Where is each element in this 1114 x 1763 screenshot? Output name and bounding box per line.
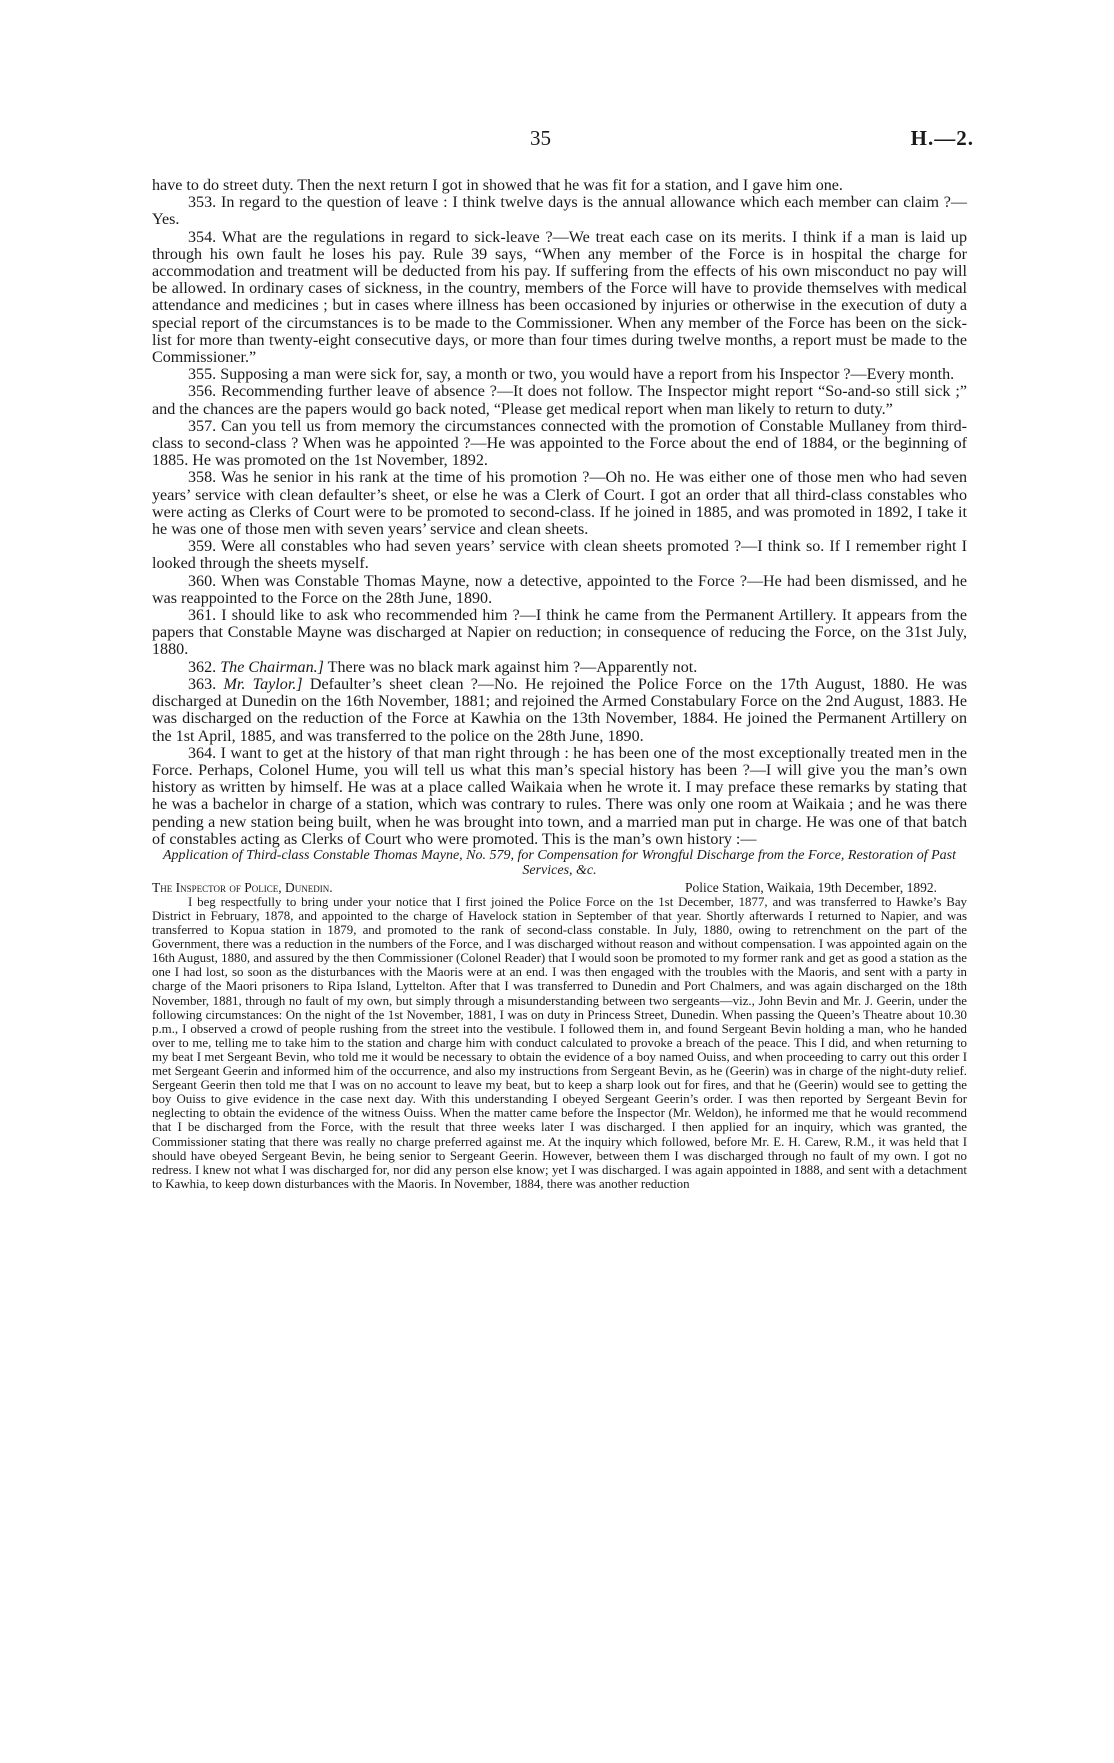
letter-addressee: The Inspector of Police, Dunedin.: [152, 879, 333, 895]
page-header: [0, 126, 1114, 156]
letter-place-date: Police Station, Waikaia, 19th December, 1892.: [685, 879, 937, 895]
page-number: 35: [530, 126, 551, 150]
paragraph-359: 359. Were all constables who had seven years’ service with clean sheets promoted ?—I think so. If I remember right I looked through the sheets myself.: [152, 538, 967, 573]
question-number: 362.: [188, 658, 217, 676]
paragraph-353: 353. In regard to the question of leave : I think twelve days is the annual allowance which each member can claim ?—Yes.: [152, 194, 967, 229]
question-number: 363.: [188, 675, 217, 693]
paragraph-356: 356. Recommending further leave of absence ?—It does not follow. The Inspector might report “So-and-so still sick ;” and the chances are the papers would go back noted, “Please get medical report when man likely to return to duty.”: [152, 383, 967, 418]
paragraph-360: 360. When was Constable Thomas Mayne, now a detective, appointed to the Force ?—He had been dismissed, and he was reappointed to the Force on the 28th June, 1890.: [152, 572, 967, 607]
speaker-label: Mr. Taylor.]: [223, 675, 303, 693]
letter-body: I beg respectfully to bring under your notice that I first joined the Police Force on the 1st December, 1877, and was transferred to Hawke’s Bay District in February, 1878, and appointed to the charge of Havelock station in September of that year. Shortly afterwards I returned to Napier, and was transferred to Kopua station in 1879, and promoted to the rank of second-class constable. In July, 1880, owing to retrenchment on the part of the Government, there was a reduction in the numbers of the Force, and I was discharged without reason and without compensation. I was appointed again on the 16th August, 1880, and assured by the then Commissioner (Colonel Reader) that I would soon be promoted to my former rank and get as good a station as the one I had lost, so soon as the disturbances with the Maoris were at an end. I was then engaged with the troubles with the Maoris, and sent with a party in charge of the Maori prisoners to Ripa Island, Lyttelton. After that I was transferred to Dunedin and Port Chalmers, and was again discharged on the 18th November, 1881, through no fault of my own, but simply through a misunderstanding between two sergeants—viz., John Bevin and Mr. J. Geerin, under the following circumstances: On the night of the 1st November, 1881, I was on duty in Princess Street, Dunedin. When passing the Queen’s Theatre about 10.30 p.m., I observed a crowd of people rushing from the street into the vestibule. I followed them in, and found Sergeant Bevin holding a man, who he handed over to me, telling me to take him to the station and charge him with conduct calculated to provoke a breach of the peace. This I did, and when returning to my beat I met Sergeant Bevin, who told me it would be necessary to obtain the evidence of a boy named Ouiss, and when proceeding to carry out this order I met Sergeant Geerin and informed him of the occurrence, and also my instructions from Sergeant Bevin, as he (Geerin) was in charge of the night-duty relief. Sergeant Geerin then told me that I was on no account to leave my beat, but to keep a sharp look out for fires, and that he (Geerin) would see to getting the boy Ouiss to give evidence in the case next day. With this understanding I obeyed Sergeant Geerin’s order. I was then reported by Sergeant Bevin for neglecting to obtain the evidence of the witness Ouiss. When the matter came before the Inspector (Mr. Weldon), he informed me that he would recommend that I be discharged from the Force, with the result that three weeks later I was discharged. I then applied for an inquiry, which was granted, the Commissioner stating that there was really no charge preferred against me. At the inquiry which followed, before Mr. E. H. Carew, R.M., it was held that I should have obeyed Sergeant Bevin, he being senior to Sergeant Geerin. However, between them I was discharged through no fault of my own. I got no redress. I knew not what I was discharged for, nor did any person else know; yet I was discharged. I was again appointed in 1888, and sent with a detachment to Kawhia, to keep down disturbances with the Maoris. In November, 1884, there was another reduction: [152, 894, 967, 1191]
speaker-label: The Chairman.]: [220, 658, 324, 676]
question-text: There was no black mark against him ?—Apparently not.: [323, 658, 698, 676]
paragraph-364: 364. I want to get at the history of that man right through : he has been one of the most exceptionally treated men in the Force. Perhaps, Colonel Hume, you will tell us what this man’s special history has been ?—I will give you the man’s own history as written by himself. He was at a place called Waikaia when he wrote it. I may preface these remarks by stating that he was a bachelor in charge of a station, which was contrary to rules. There was only one room at Waikaia ; and he was there pending a new station being built, when he was brought into town, and a married man put in charge. He was one of that batch of constables acting as Clerks of Court who were promoted. This is the man’s own history :—: [152, 744, 967, 848]
paragraph-355: 355. Supposing a man were sick for, say, a month or two, you would have a report from his Inspector ?—Every month.: [188, 366, 955, 384]
document-reference: H.—2.: [910, 126, 974, 150]
paragraph-continued: have to do street duty. Then the next return I got in showed that he was fit for a station, and I gave him one.: [152, 177, 843, 194]
paragraph-358: 358. Was he senior in his rank at the time of his promotion ?—Oh no. He was either one of those men who had seven years’ service with clean defaulter’s sheet, or else he was a Clerk of Court. I got an order that all third-class constables who were acting as Clerks of Court were to be promoted to second-class. If he joined in 1885, and was promoted in 1892, I take it he was one of those men with seven years’ service and clean sheets.: [152, 469, 967, 539]
paragraph-361: 361. I should like to ask who recommended him ?—I think he came from the Permanent Artillery. It appears from the papers that Constable Mayne was discharged at Napier on reduction; in consequence of reducing the Force, on the 31st July, 1880.: [152, 607, 967, 659]
letter-heading: [152, 880, 967, 895]
paragraph-357: 357. Can you tell us from memory the circumstances connected with the promotion of Constable Mullaney from third-class to second-class ? When was he appointed ?—He was appointed to the Force about the end of 1884, or the beginning of 1885. He was promoted on the 1st November, 1892.: [152, 417, 967, 470]
paragraph-362: [152, 659, 967, 676]
question-text: Defaulter’s sheet clean ?—No. He rejoined the Police Force on the 17th August, 1880. He was discharged at Dunedin on the 16th November, 1881; and rejoined the Armed Constabulary Force on the 2nd August, 1883. He was discharged on the reduction of the Force at Kawhia on the 13th November, 1884. He joined the Permanent Artillery on the 1st April, 1885, and was transferred to the police on the 28th June, 1890.: [152, 675, 967, 745]
paragraph-363: [152, 676, 967, 745]
application-title: Application of Third-class Constable Thomas Mayne, No. 579, for Compensation for Wrongful Discharge from the Force, Restoration of Past Services, &c.: [162, 847, 957, 878]
evidence-body: [152, 177, 967, 1191]
paragraph-354: 354. What are the regulations in regard to sick-leave ?—We treat each case on its merits. I think if a man is laid up through his own fault he loses his pay. Rule 39 says, “When any member of the Force is in hospital the charge for accommodation and treatment will be deducted from his pay. If suffering from the effects of his own misconduct no pay will be allowed. In ordinary cases of sickness, in the country, members of the Force will have to provide themselves with medical attendance and medicines ; but in cases where illness has been occasioned by injuries or otherwise in the execution of duty a special report of the circumstances is to be made to the Commissioner. When any member of the Force has been on the sick-list for more than twenty-eight consecutive days, or more than four times during twelve months, a report must be made to the Commissioner.”: [152, 228, 967, 367]
